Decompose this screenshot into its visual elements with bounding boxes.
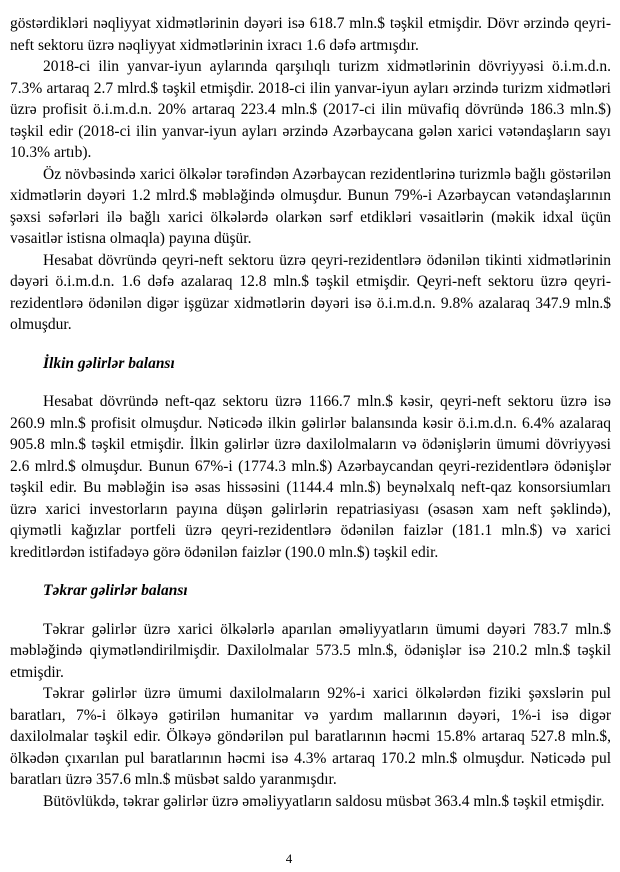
page-number: 4	[285, 851, 293, 866]
paragraph-secondary-income-saldo: Bütövlükdə, təkrar gəlirlər üzrə əməliyyatların saldosu müsbət 363.4 mln.$ təşkil etmişdir.	[43, 792, 605, 810]
paragraph-tourism-residents: Öz növbəsində xarici ölkələr tərəfindən Azərbaycan rezidentlərinə turizmlə bağlı göstərilən xidmətlərin dəyəri 1.2 mlrd.$ məbləğində olmuşdur. Bunun 79%-i Azərbaycan vətəndaşlarının şəxsi səfərləri ilə bağlı xarici ölkələrdə olarkən sərf etdikləri vəsaitlərin (məkik idxal üçün vəsaitlər istisna olmaqla) payına düşür.	[10, 165, 611, 247]
paragraph-secondary-income-total: Təkrar gəlirlər üzrə xarici ölkələrlə aparılan əməliyyatların ümumi dəyəri 783.7 mln.$ məbləğində qiymətləndirilmişdir. Daxilolmalar 573.5 mln.$, ödənişlər isə 210.2 mln.$ təşkil etmişdir.	[10, 620, 611, 681]
paragraph-construction-services: Hesabat dövründə qeyri-neft sektoru üzrə qeyri-rezidentlərə ödənilən tikinti xidmətlərinin dəyəri ö.i.m.d.n. 1.6 dəfə azalaraq 12.8 mln.$ təşkil etmişdir. Qeyri-neft sektoru üzrə qeyri-rezidentlərə ödənilən digər işgüzar xidmətlərin dəyəri isə ö.i.m.d.n. 9.8% azalaraq 347.9 mln.$ olmuşdur.	[10, 251, 611, 333]
paragraph-primary-income: Hesabat dövründə neft-qaz sektoru üzrə 1166.7 mln.$ kəsir, qeyri-neft sektoru üzrə isə 260.9 mln.$ profisit olmuşdur. Nəticədə ilkin gəlirlər balansında kəsir ö.i.m.d.n. 6.4% azalaraq 905.8 mln.$ təşkil etmişdir. İlkin gəlirlər üzrə daxilolmaların və ödənişlərin ümumi dövriyyəsi 2.6 mlrd.$ olmuşdur. Bunun 67%-i (1774.3 mln.$) Azərbaycandan qeyri-rezidentlərə ödənişlər təşkil edir. Bu məbləğin isə əsas hissəsini (1144.4 mln.$) beynəlxalq neft-qaz konsorsiumları üzrə xarici investorların payına düşən gəlirlərin repatriasiyası (əsasən xam neft şəklində), qiymətli kağızlar portfeli üzrə qeyri-rezidentlərə ödənilən faizlər (181.1 mln.$) və xarici kreditlərdən istifadəyə görə ödənilən faizlər (190.0 mln.$) təşkil edir.	[10, 393, 611, 561]
section-heading-secondary-income-balance: Təkrar gəlirlər balansı	[43, 582, 188, 599]
section-heading-primary-income-balance: İlkin gəlirlər balansı	[43, 354, 175, 372]
paragraph-transport-services: göstərdikləri nəqliyyat xidmətlərinin dəyəri isə 618.7 mln.$ təşkil etmişdir. Dövr ərzində qeyri-neft sektoru üzrə nəqliyyat xidmətlərinin ixracı 1.6 dəfə artmışdır.	[10, 15, 611, 54]
paragraph-tourism-turnover: 2018-ci ilin yanvar-iyun aylarında qarşılıqlı turizm xidmətlərinin dövriyyəsi ö.i.m.d.n. 7.3% artaraq 2.7 mlrd.$ təşkil etmişdir. 2018-ci ilin yanvar-iyun ayları ərzində turizm xidmətləri üzrə profisit ö.i.m.d.n. 20% artaraq 223.4 mln.$ (2017-ci ilin müvafiq dövründə 186.3 mln.$) təşkil edir (2018-ci ilin yanvar-iyun ayları ərzində Azərbaycana gələn xarici vətəndaşların sayı 10.3% artıb).	[10, 58, 611, 161]
paragraph-money-transfers: Təkrar gəlirlər üzrə ümumi daxilolmaların 92%-i xarici ölkələrdən fiziki şəxslərin pul baratları, 7%-i ölkəyə gətirilən humanitar və yardım mallarının dəyəri, 1%-i isə digər daxilolmalar təşkil edir. Ölkəyə göndərilən pul baratlarının həcmi 15.8% artaraq 527.8 mln.$, ölkədən çıxarılan pul baratlarının həcmi isə 4.3% artaraq 170.2 mln.$ olmuşdur. Nəticədə pul baratları üzrə 357.6 mln.$ müsbət saldo yaranmışdır.	[10, 685, 611, 788]
